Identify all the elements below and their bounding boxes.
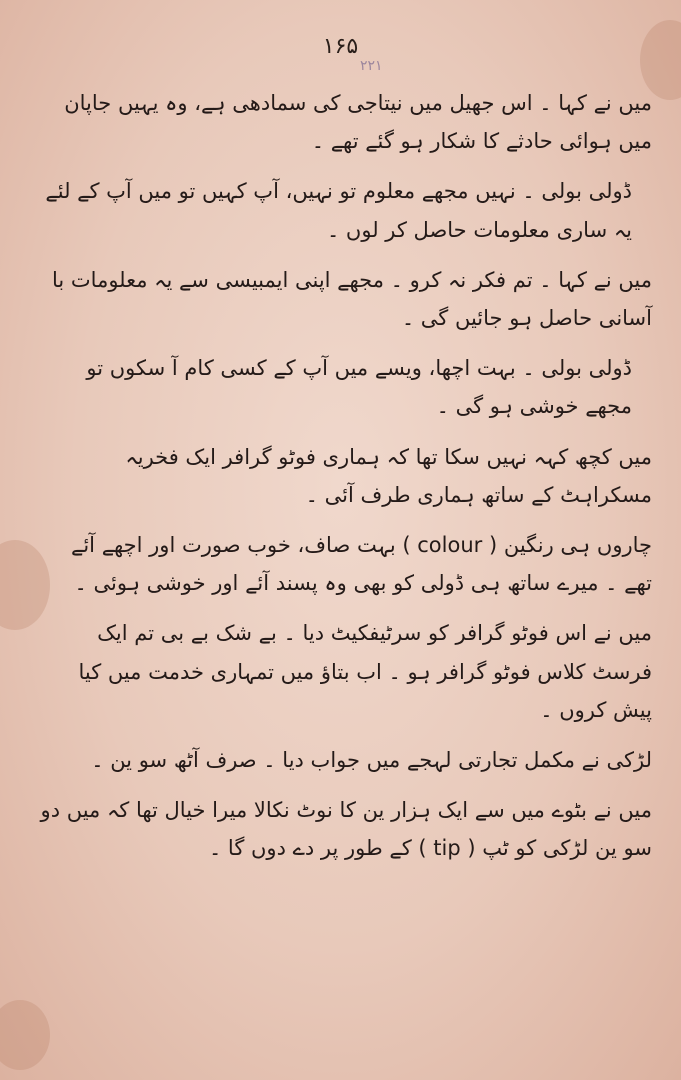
faded-stamp-number: ۲۲۱ — [360, 58, 383, 74]
paper-stain — [0, 1000, 50, 1070]
paragraph: چاروں ہی رنگین ( colour ) بہت صاف، خوب صورت اور اچھے آئے تھے ۔ میرے ساتھ ہی ڈولی کو بھی وہ پسند آئے اور خوشی ہوئی ۔ — [71, 533, 652, 596]
page-body-text — [40, 84, 652, 880]
paragraph: ڈولی بولی ۔ بہت اچھا، ویسے میں آپ کے کسی کام آ سکوں تو مجھے خوشی ہو گی ۔ — [86, 356, 632, 419]
paragraph: میں کچھ کہہ نہیں سکا تھا کہ ہماری فوٹو گرافر ایک فخریہ مسکراہٹ کے ساتھ ہماری طرف آئی ۔ — [125, 444, 652, 507]
paragraph: لڑکی نے مکمل تجارتی لہجے میں جواب دیا ۔ صرف آٹھ سو ین ۔ — [91, 748, 652, 773]
paragraph: میں نے اس فوٹو گرافر کو سرٹیفکیٹ دیا ۔ بے شک بے بی تم ایک فرسٹ کلاس فوٹو گرافر ہو ۔ اب بتاؤ میں تمہاری خدمت میں کیا پیش کروں ۔ — [78, 621, 652, 722]
paragraph: ڈولی بولی ۔ نہیں مجھے معلوم تو نہیں، آپ کہیں تو میں آپ کے لئے یہ ساری معلومات حاصل کر لوں ۔ — [45, 179, 632, 242]
paragraph: میں نے کہا ۔ تم فکر نہ کرو ۔ مجھے اپنی ایمبیسی سے یہ معلومات با آسانی حاصل ہو جائیں گی ۔ — [51, 267, 652, 331]
paragraph: میں نے بٹوے میں سے ایک ہزار ین کا نوٹ نکالا میرا خیال تھا کہ میں دو سو ین لڑکی کو ٹپ ( tip ) کے طور پر دے دوں گا ۔ — [40, 798, 652, 861]
page-number: ۱۶۵ — [322, 34, 359, 59]
paragraph: میں نے کہا ۔ اس جھیل میں نیتاجی کی سمادھی ہے، وہ یہیں جاپان میں ہوائی حادثے کا شکار ہو گئے تھے ۔ — [64, 91, 652, 154]
